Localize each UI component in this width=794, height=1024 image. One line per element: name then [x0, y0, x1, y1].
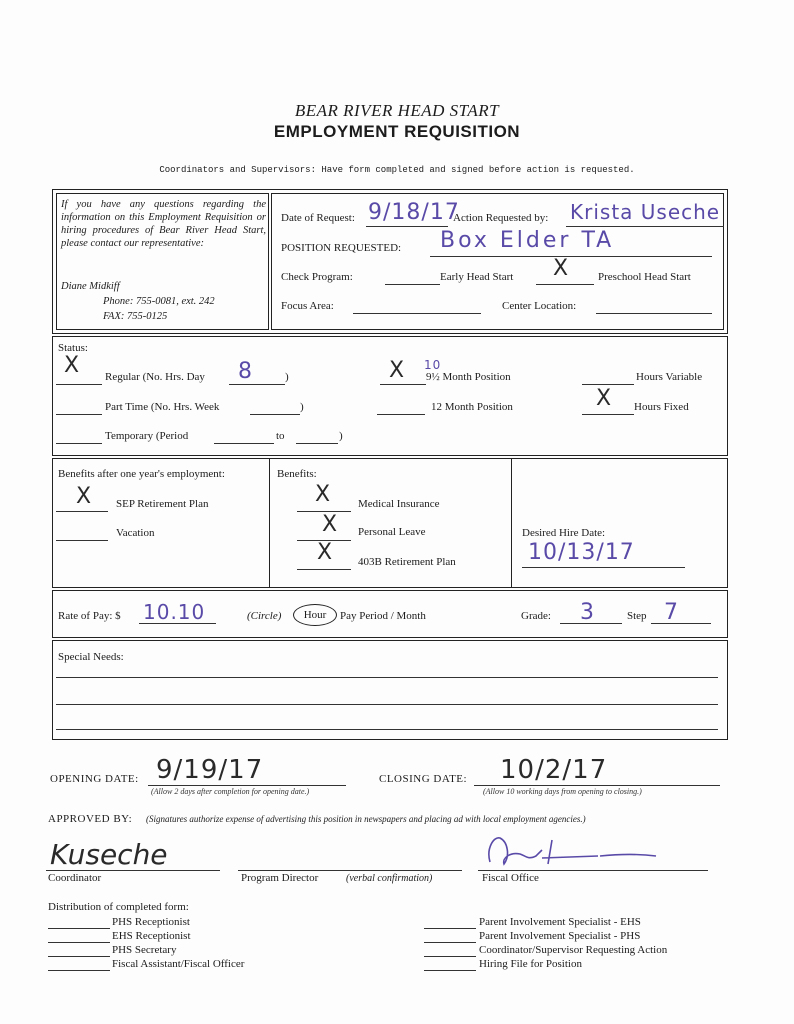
status-label: Status: — [58, 342, 88, 354]
hour-option-circled[interactable]: Hour — [293, 604, 337, 626]
closing-date-note: (Allow 10 working days from opening to closing.) — [483, 787, 642, 796]
desired-hire-value[interactable]: 10/13/17 — [528, 540, 635, 565]
org-title: BEAR RIVER HEAD START — [294, 101, 500, 120]
pay-period-month-label: Pay Period / Month — [340, 610, 426, 622]
benefits-label: Benefits: — [277, 468, 317, 480]
verbal-confirmation-label: (verbal confirmation) — [346, 873, 433, 884]
nine-month-superscript[interactable]: 10 — [424, 358, 442, 372]
action-requested-label: Action Requested by: — [453, 212, 549, 224]
regular-check-mark[interactable]: X — [64, 353, 80, 378]
hours-variable-label: Hours Variable — [636, 371, 703, 383]
position-requested-label: POSITION REQUESTED: — [281, 242, 402, 254]
coordinator-signature[interactable]: Kuseche — [50, 838, 168, 871]
rate-of-pay-value[interactable]: 10.10 — [143, 600, 206, 624]
medical-check-mark[interactable]: X — [315, 482, 331, 507]
fiscal-office-label: Fiscal Office — [482, 872, 539, 884]
grade-value[interactable]: 3 — [580, 600, 595, 625]
contact-note: If you have any questions regarding the information on this Employment Requisition or hiring procedures of Bear River Head Start, please contact our representative: — [61, 199, 266, 249]
instruction-text: Coordinators and Supervisors: Have form completed and signed before action is requested. — [159, 165, 635, 175]
temporary-close-paren: ) — [339, 430, 343, 442]
approved-by-note: (Signatures authorize expense of advertising this position in newspapers and placing ad with local employment agencies.) — [146, 814, 586, 824]
early-head-start-label: Early Head Start — [440, 271, 514, 283]
date-of-request-value[interactable]: 9/18/17 — [368, 200, 460, 225]
dist-right-item: Hiring File for Position — [479, 958, 582, 970]
regular-close-paren: ) — [285, 371, 289, 383]
personal-leave-label: Personal Leave — [358, 526, 426, 538]
special-needs-section — [52, 640, 728, 740]
contact-fax: FAX: 755-0125 — [103, 311, 168, 322]
twelve-month-label: 12 Month Position — [431, 401, 513, 413]
contact-name: Diane Midkiff — [61, 281, 120, 292]
preschool-check-mark[interactable]: X — [553, 256, 569, 281]
vacation-label: Vacation — [116, 527, 155, 539]
desired-hire-label: Desired Hire Date: — [522, 527, 606, 539]
part-time-close-paren: ) — [300, 401, 304, 413]
focus-area-label: Focus Area: — [281, 300, 334, 312]
fiscal-office-signature[interactable] — [480, 828, 660, 872]
sep-retirement-label: SEP Retirement Plan — [116, 498, 209, 510]
retirement-403b-check-mark[interactable]: X — [317, 540, 333, 565]
hours-fixed-label: Hours Fixed — [634, 401, 689, 413]
date-of-request-label: Date of Request: — [281, 212, 355, 224]
dist-left-item: Fiscal Assistant/Fiscal Officer — [112, 958, 245, 970]
special-needs-label: Special Needs: — [58, 651, 124, 663]
dist-left-item: EHS Receptionist — [112, 930, 191, 942]
part-time-label: Part Time (No. Hrs. Week — [105, 401, 220, 413]
regular-label: Regular (No. Hrs. Day — [105, 371, 205, 383]
circle-label: (Circle) — [247, 610, 282, 622]
grade-label: Grade: — [521, 610, 551, 622]
approved-by-label: APPROVED BY: — [48, 813, 133, 825]
check-program-label: Check Program: — [281, 271, 353, 283]
opening-date-value[interactable]: 9/19/17 — [156, 755, 264, 785]
closing-date-value[interactable]: 10/2/17 — [500, 755, 608, 785]
action-requested-value[interactable]: Krista Useche — [570, 200, 721, 224]
retirement-403b-label: 403B Retirement Plan — [358, 556, 456, 568]
benefits-after-year-label: Benefits after one year's employment: — [58, 468, 225, 480]
closing-date-label: CLOSING DATE: — [379, 773, 468, 785]
position-requested-value[interactable]: Box Elder TA — [440, 228, 615, 253]
step-label: Step — [627, 610, 647, 622]
opening-date-note: (Allow 2 days after completion for opening date.) — [151, 787, 310, 796]
nine-month-check-mark[interactable]: X — [389, 358, 405, 383]
dist-left-item: PHS Receptionist — [112, 916, 190, 928]
dist-right-item: Coordinator/Supervisor Requesting Action — [479, 944, 668, 956]
dist-right-item: Parent Involvement Specialist - EHS — [479, 916, 641, 928]
temporary-label: Temporary (Period — [105, 430, 189, 442]
step-value[interactable]: 7 — [664, 600, 679, 625]
medical-insurance-label: Medical Insurance — [358, 498, 440, 510]
form-title: EMPLOYMENT REQUISITION — [273, 122, 521, 141]
distribution-title: Distribution of completed form: — [48, 901, 189, 913]
preschool-head-start-label: Preschool Head Start — [598, 271, 691, 283]
dist-left-item: PHS Secretary — [112, 944, 177, 956]
regular-hours-value[interactable]: 8 — [238, 359, 253, 384]
hours-fixed-check-mark[interactable]: X — [596, 386, 612, 411]
dist-right-item: Parent Involvement Specialist - PHS — [479, 930, 641, 942]
sep-check-mark[interactable]: X — [76, 484, 92, 509]
temporary-to-label: to — [276, 430, 285, 442]
coordinator-label: Coordinator — [48, 872, 102, 884]
program-director-label: Program Director — [241, 872, 319, 884]
personal-leave-check-mark[interactable]: X — [322, 512, 338, 537]
nine-month-label: 9½ Month Position — [426, 371, 511, 383]
center-location-label: Center Location: — [502, 300, 577, 312]
rate-of-pay-label: Rate of Pay: $ — [58, 610, 121, 622]
contact-phone: Phone: 755-0081, ext. 242 — [103, 296, 215, 307]
opening-date-label: OPENING DATE: — [50, 773, 139, 785]
